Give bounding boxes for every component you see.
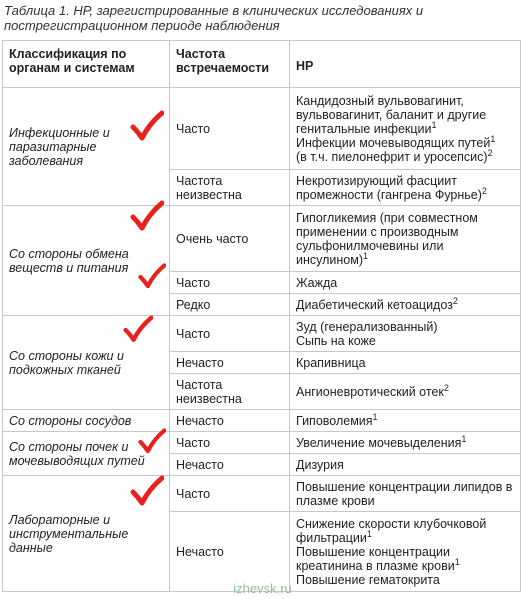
reaction-cell <box>290 512 521 592</box>
table-row <box>3 432 521 454</box>
footnote-mark: 2 <box>443 382 449 393</box>
table-row <box>3 316 521 352</box>
checkmark-icon <box>130 110 164 144</box>
header-organ: Классификация по органам и системам <box>3 41 170 88</box>
frequency-cell: Часто <box>170 432 290 454</box>
footnote-mark: 1 <box>363 250 369 261</box>
frequency-cell: Часто <box>170 272 290 294</box>
frequency-cell: Редко <box>170 294 290 316</box>
reaction-cell <box>290 206 521 272</box>
reaction-cell: Дизурия <box>290 454 521 476</box>
reaction-text: Кандидозный вульвовагинит, вульвовагинит, баланит и другие генитальные инфекции <box>296 93 487 136</box>
reaction-cell <box>290 410 521 432</box>
organ-cell: Инфекционные и паразитарные заболевания <box>3 88 170 206</box>
reaction-text: Некротизирующий фасциит промежности (гангрена Фурнье) <box>296 173 482 202</box>
frequency-cell: Частота неизвестна <box>170 374 290 410</box>
reaction-cell <box>290 374 521 410</box>
adverse-reactions-table <box>2 40 521 592</box>
organ-cell: Со стороны кожи и подкожных тканей <box>3 316 170 410</box>
table-row <box>3 476 521 512</box>
reaction-text: Повышение гематокрита <box>296 572 440 587</box>
footnote-mark: 2 <box>487 147 493 158</box>
reaction-cell <box>290 88 521 170</box>
frequency-cell: Нечасто <box>170 410 290 432</box>
table-header-row <box>3 41 521 88</box>
footnote-mark: 1 <box>454 556 460 567</box>
header-nr: НР <box>290 41 521 88</box>
table-row <box>3 206 521 272</box>
frequency-cell: Часто <box>170 88 290 170</box>
footnote-mark: 1 <box>431 119 437 130</box>
checkmark-icon <box>123 315 153 345</box>
checkmark-icon <box>130 200 164 234</box>
reaction-cell <box>290 294 521 316</box>
footnote-mark: 2 <box>481 185 487 196</box>
reaction-cell: Повышение концентрации липидов в плазме крови <box>290 476 521 512</box>
table-row <box>3 410 521 432</box>
frequency-cell: Часто <box>170 316 290 352</box>
organ-cell: Со стороны сосудов <box>3 410 170 432</box>
reaction-text: Гиповолемия <box>296 413 373 428</box>
frequency-cell: Частота неизвестна <box>170 170 290 206</box>
reaction-text: Гипогликемия (при совместном применении с производным сульфонилмочевины или инсулином) <box>296 210 478 267</box>
reaction-text: Снижение скорости клубочковой фильтрации <box>296 516 487 545</box>
header-frequency: Частота встречаемости <box>170 41 290 88</box>
checkmark-icon <box>138 428 166 456</box>
organ-cell: Со стороны обмена веществ и питания <box>3 206 170 316</box>
frequency-cell: Нечасто <box>170 512 290 592</box>
organ-cell: Со стороны почек и мочевыводящих путей <box>3 432 170 476</box>
frequency-cell: Нечасто <box>170 454 290 476</box>
frequency-cell: Часто <box>170 476 290 512</box>
reaction-text: Ангионевротический отек <box>296 384 444 399</box>
footnote-mark: 1 <box>490 133 496 144</box>
reaction-cell <box>290 316 521 352</box>
reaction-cell <box>290 170 521 206</box>
reaction-text: Зуд (генерализованный) <box>296 319 438 334</box>
reaction-text: Диабетический кетоацидоз <box>296 297 453 312</box>
reaction-cell <box>290 432 521 454</box>
reaction-text: Инфекции мочевыводящих путей <box>296 135 491 150</box>
reaction-cell: Крапивница <box>290 352 521 374</box>
frequency-cell: Нечасто <box>170 352 290 374</box>
reaction-text: Повышение концентрации креатинина в плазме крови <box>296 544 455 573</box>
table-caption: Таблица 1. НР, зарегистрированные в клинических исследованиях и пострегистрационном периоде наблюдения <box>4 3 424 33</box>
frequency-cell: Очень часто <box>170 206 290 272</box>
reaction-cell: Жажда <box>290 272 521 294</box>
watermark: izhevsk.ru <box>233 581 292 596</box>
footnote-mark: 1 <box>372 411 378 422</box>
reaction-text: Увеличение мочевыделения <box>296 435 462 450</box>
reaction-text: (в т.ч. пиелонефрит и уросепсис) <box>296 149 488 164</box>
reaction-text: Сыпь на коже <box>296 333 376 348</box>
footnote-mark: 1 <box>461 433 467 444</box>
organ-cell: Лабораторные и инструментальные данные <box>3 476 170 592</box>
checkmark-icon <box>130 475 164 509</box>
footnote-mark: 1 <box>366 528 372 539</box>
checkmark-icon <box>138 263 166 291</box>
footnote-mark: 2 <box>452 295 458 306</box>
table-row <box>3 88 521 170</box>
